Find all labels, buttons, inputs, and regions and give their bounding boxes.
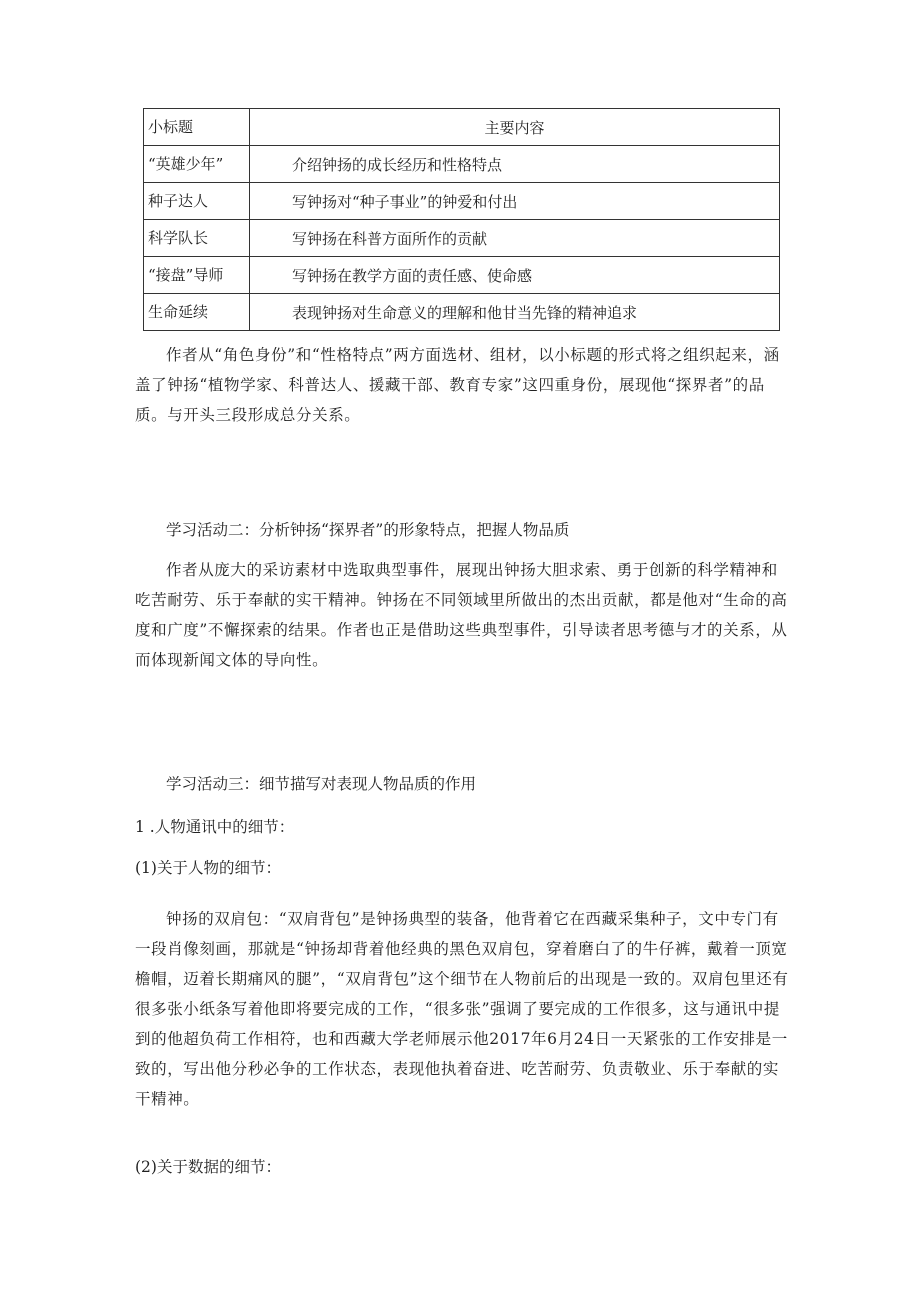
row-title: 种子达人 [144,183,250,220]
header-main-content: 主要内容 [250,109,780,146]
table-row [144,294,780,331]
row-content-text: 表现钟扬对生命意义的理解和他甘当先锋的精神追求 [292,303,638,322]
row-title: “英雄少年” [144,146,250,183]
row-title: 生命延续 [144,294,250,331]
row-content [250,294,780,331]
table-header-row [144,109,780,146]
row-content [250,257,780,294]
header-subtitle: 小标题 [144,109,250,146]
row-content-text: 写钟扬在教学方面的责任感、使命感 [292,266,533,285]
table-row [144,146,780,183]
row-content-text: 介绍钟扬的成长经历和性格特点 [292,155,503,174]
row-content-text: 写钟扬在科普方面所作的贡献 [292,229,488,248]
sub-heading-data-detail: (2)关于数据的细节： [135,1158,281,1176]
row-title: 科学队长 [144,220,250,257]
table-row [144,183,780,220]
table-row [144,257,780,294]
row-title: “接盘”导师 [144,257,250,294]
row-content [250,146,780,183]
row-content-text: 写钟扬对“种子事业”的钟爱和付出 [292,192,518,211]
sub-heading-person-detail: (1)关于人物的细节： [135,859,281,877]
item-one-heading: 1 .人物通讯中的细节： [135,818,295,836]
paragraph-activity-two: 作者从庞大的采访素材中选取典型事件，展现出钟扬大胆求索、勇于创新的科学精神和吃苦耐劳、乐于奉献的实干精神。钟扬在不同领域里所做出的杰出贡献，都是他对“生命的高度和广度”不懈探索的结果。作者也正是借助这些典型事件，引导读者思考德与才的关系，从而体现新闻文体的导向性。 [135,561,788,669]
row-content [250,183,780,220]
paragraph-summary: 作者从“角色身份”和“性格特点”两方面选材、组材，以小标题的形式将之组织起来，涵盖了钟扬“植物学家、科普达人、援藏干部、教育专家”这四重身份，展现他“探界者”的品质。与开头三段形成总分关系。 [135,346,780,424]
row-content [250,220,780,257]
subtitle-summary-table [143,108,780,331]
activity-three-heading: 学习活动三：细节描写对表现人物品质的作用 [166,775,477,793]
paragraph-backpack-detail: 钟扬的双肩包：“双肩背包”是钟扬典型的装备，他背着它在西藏采集种子，文中专门有一段肖像刻画，那就是“钟扬却背着他经典的黑色双肩包，穿着磨白了的牛仔裤，戴着一顶宽檐帽，迈着长期痛风的腿”，“双肩背包”这个细节在人物前后的出现是一致的。双肩包里还有很多张小纸条写着他即将要完成的工作，“很多张”强调了要完成的工作很多，这与通讯中提到的他超负荷工作相符，也和西藏大学老师展示他2017年6月24日一天紧张的工作安排是一致的，写出他分秒必争的工作状态，表现他执着奋进、吃苦耐劳、负责敬业、乐于奉献的实干精神。 [135,910,789,1108]
table-row [144,220,780,257]
activity-two-heading: 学习活动二：分析钟扬“探界者”的形象特点，把握人物品质 [166,521,570,539]
